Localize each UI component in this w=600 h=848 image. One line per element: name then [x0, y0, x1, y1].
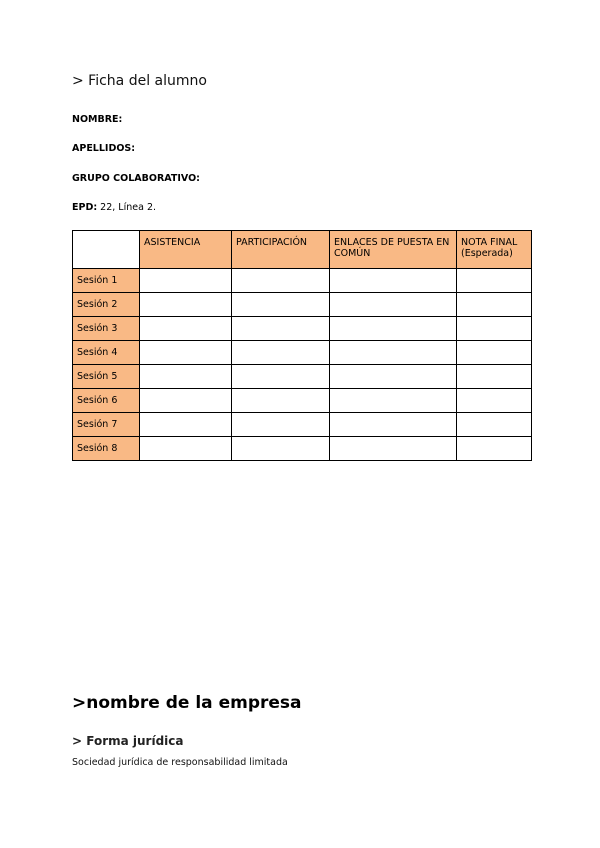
field-grupo	[72, 173, 200, 184]
table-cell[interactable]	[232, 389, 330, 413]
table-cell[interactable]	[232, 437, 330, 461]
table-cell[interactable]	[232, 269, 330, 293]
table-cell[interactable]	[457, 269, 532, 293]
table-corner-cell	[73, 231, 140, 269]
table-cell[interactable]	[330, 341, 457, 365]
table-row	[73, 413, 532, 437]
table-cell[interactable]	[232, 365, 330, 389]
table-cell[interactable]	[140, 413, 232, 437]
table-cell[interactable]	[140, 437, 232, 461]
column-header: ENLACES DE PUESTA EN COMÚN	[330, 231, 457, 269]
table-cell[interactable]	[457, 413, 532, 437]
table-cell[interactable]	[330, 365, 457, 389]
table-cell[interactable]	[232, 413, 330, 437]
table-cell[interactable]	[330, 413, 457, 437]
field-epd-label: EPD:	[72, 202, 98, 213]
table-row	[73, 269, 532, 293]
row-label: Sesión 6	[73, 389, 140, 413]
field-nombre	[72, 114, 122, 125]
table-cell[interactable]	[457, 317, 532, 341]
field-nombre-label: NOMBRE:	[72, 114, 123, 125]
table-cell[interactable]	[330, 389, 457, 413]
table-cell[interactable]	[457, 365, 532, 389]
legal-form-value: Sociedad jurídica de responsabilidad limitada	[72, 757, 288, 768]
field-epd-value: 22, Línea 2.	[100, 202, 157, 213]
row-label: Sesión 5	[73, 365, 140, 389]
table-row	[73, 317, 532, 341]
table-row	[73, 365, 532, 389]
table-cell[interactable]	[457, 389, 532, 413]
row-label: Sesión 2	[73, 293, 140, 317]
table-row	[73, 389, 532, 413]
table-row	[73, 437, 532, 461]
table-cell[interactable]	[330, 293, 457, 317]
table-cell[interactable]	[232, 341, 330, 365]
company-name-heading: >nombre de la empresa	[72, 693, 302, 713]
column-header: ASISTENCIA	[140, 231, 232, 269]
row-label: Sesión 4	[73, 341, 140, 365]
section-title: > Ficha del alumno	[72, 73, 207, 89]
table-cell[interactable]	[140, 269, 232, 293]
table-header-row	[73, 231, 532, 269]
sessions-table	[72, 230, 532, 461]
column-header: NOTA FINAL (Esperada)	[457, 231, 532, 269]
table-cell[interactable]	[140, 389, 232, 413]
table-cell[interactable]	[330, 269, 457, 293]
field-epd	[72, 202, 156, 213]
table-cell[interactable]	[140, 317, 232, 341]
table-cell[interactable]	[457, 437, 532, 461]
field-grupo-label: GRUPO COLABORATIVO:	[72, 173, 200, 184]
table-cell[interactable]	[457, 293, 532, 317]
row-label: Sesión 1	[73, 269, 140, 293]
field-apellidos-label: APELLIDOS:	[72, 143, 136, 154]
field-apellidos	[72, 143, 135, 154]
table-cell[interactable]	[232, 317, 330, 341]
table-row	[73, 341, 532, 365]
table-cell[interactable]	[140, 365, 232, 389]
table-cell[interactable]	[140, 293, 232, 317]
row-label: Sesión 8	[73, 437, 140, 461]
column-header: PARTICIPACIÓN	[232, 231, 330, 269]
table-cell[interactable]	[330, 317, 457, 341]
table-cell[interactable]	[330, 437, 457, 461]
table-cell[interactable]	[457, 341, 532, 365]
table-row	[73, 293, 532, 317]
row-label: Sesión 3	[73, 317, 140, 341]
legal-form-heading: > Forma jurídica	[72, 734, 184, 748]
row-label: Sesión 7	[73, 413, 140, 437]
table-cell[interactable]	[232, 293, 330, 317]
table-cell[interactable]	[140, 341, 232, 365]
